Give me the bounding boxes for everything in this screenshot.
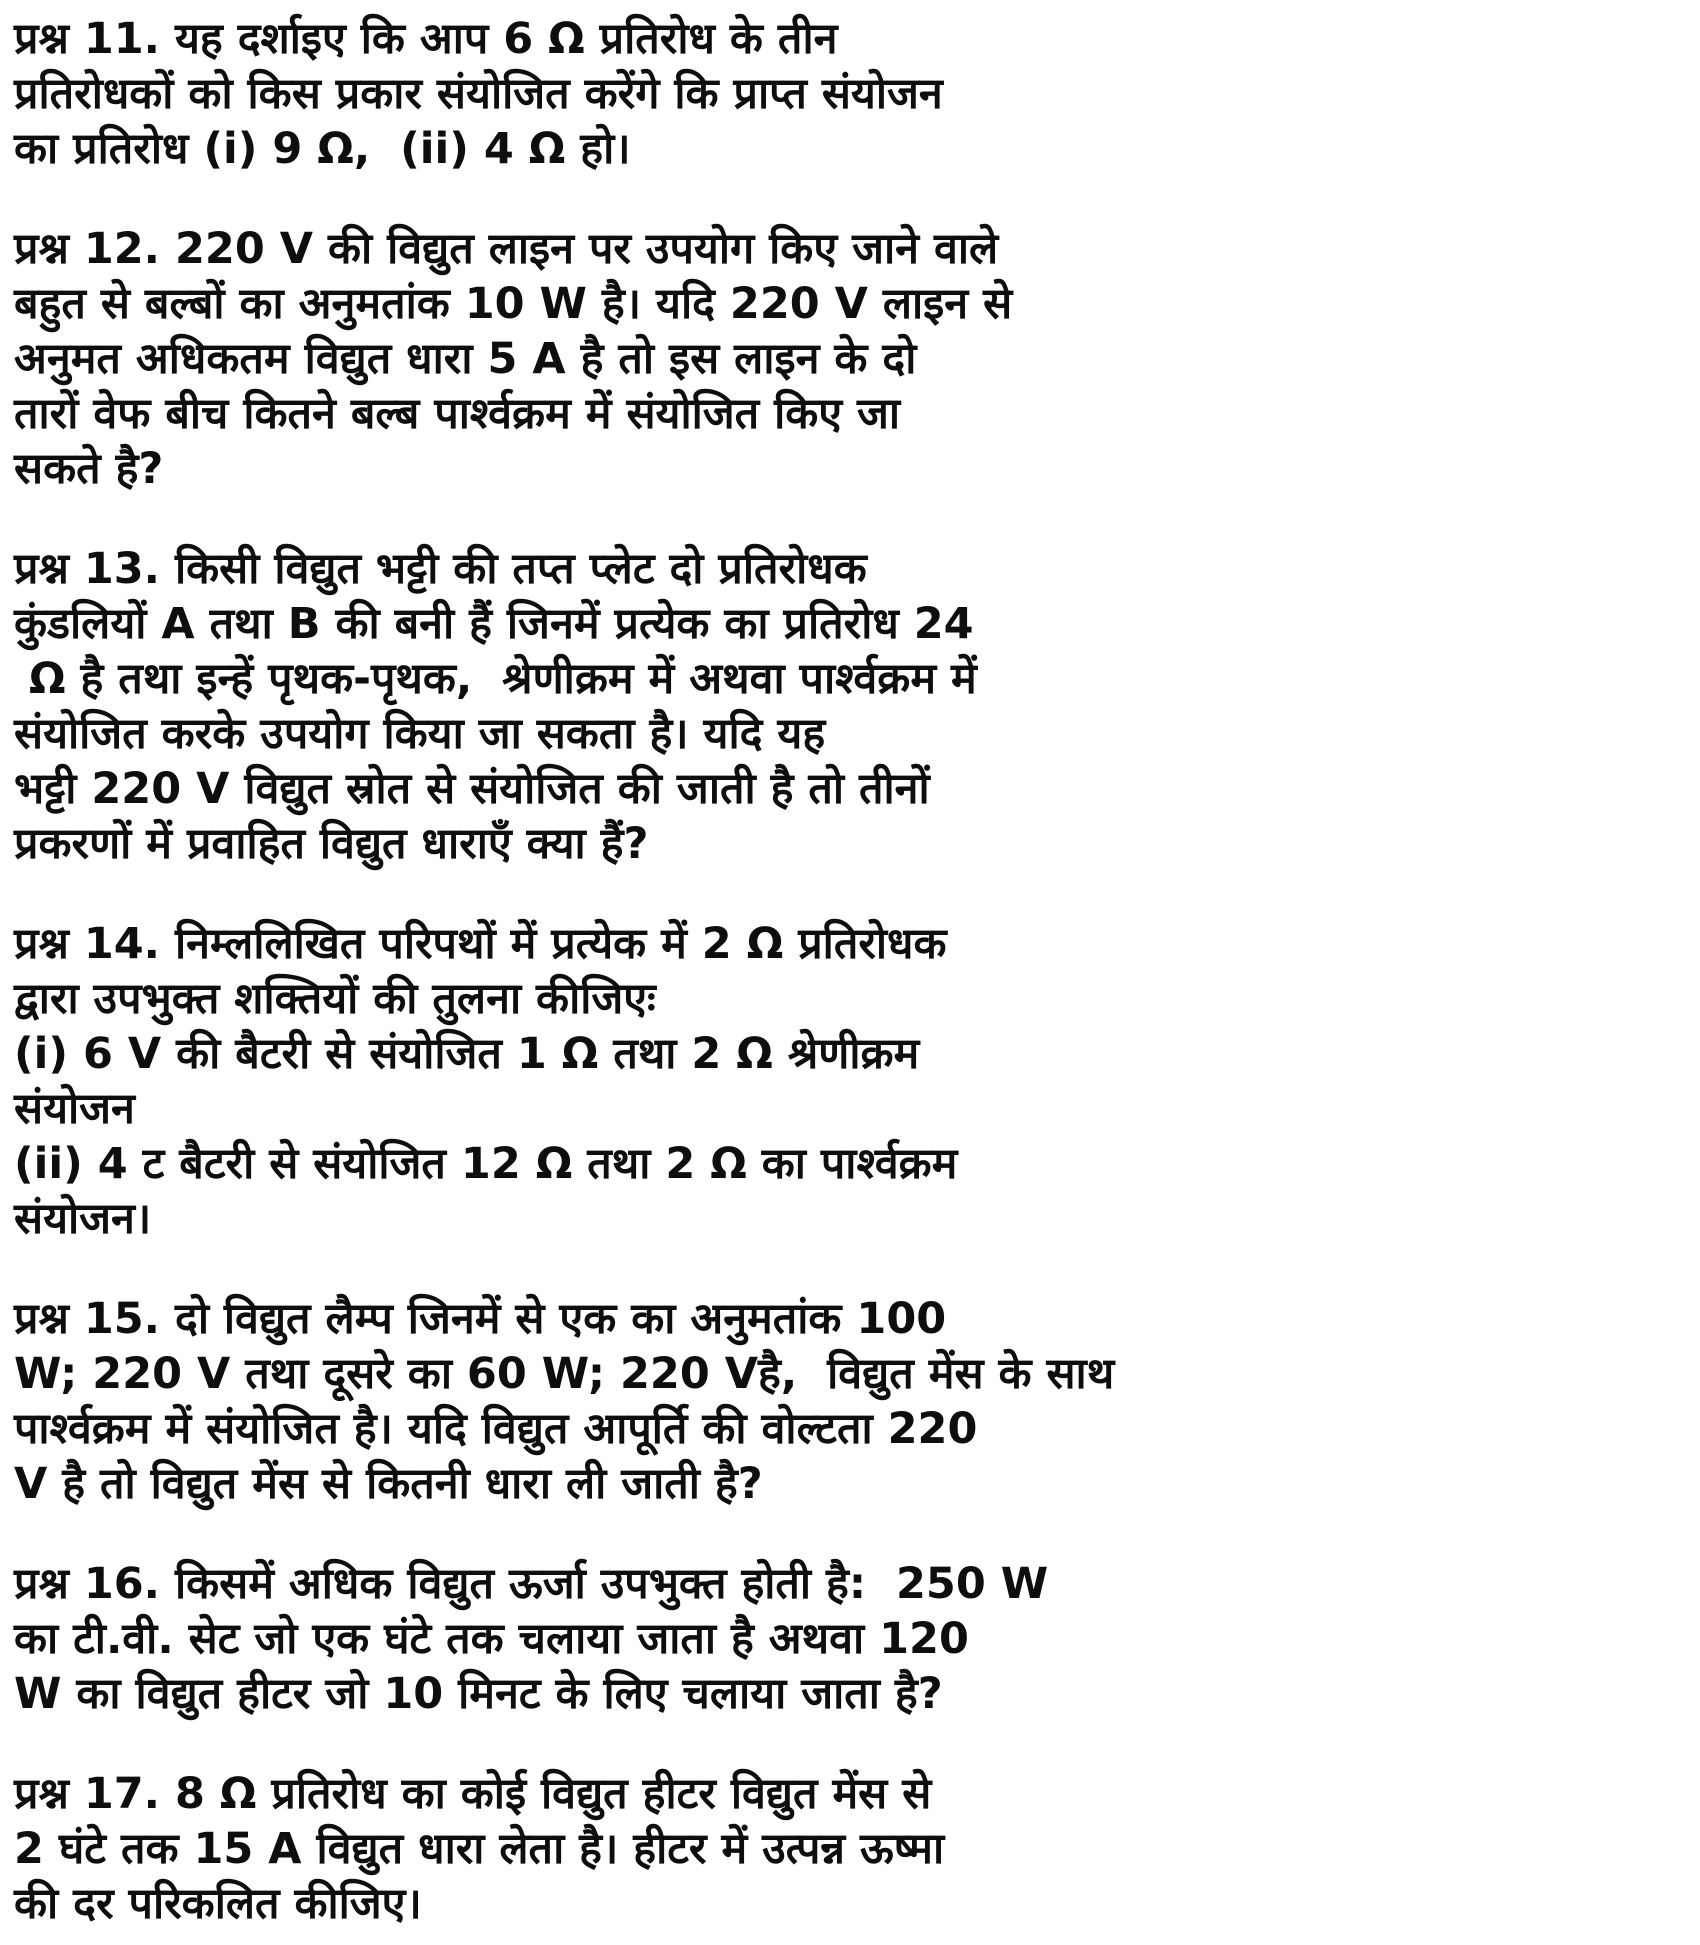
- question-17-line-2: 2 घंटे तक 15 A विद्युत धारा लेता है। हीटर में उत्पन्न ऊष्मा: [14, 1824, 945, 1874]
- question-13-line-1: प्रश्न 13. किसी विद्युत भट्टी की तप्त प्लेट दो प्रतिरोधक: [14, 544, 867, 594]
- question-17: [14, 1767, 1174, 1932]
- question-15-line-1: प्रश्न 15. दो विद्युत लैम्प जिनमें से एक का अनुमतांक 100: [14, 1294, 947, 1344]
- question-11-line-2: प्रतिरोधकों को किस प्रकार संयोजित करेंगे कि प्राप्त संयोजन: [14, 69, 943, 119]
- question-17-line-3: की दर परिकलित कीजिए।: [14, 1879, 422, 1929]
- question-15-line-3: पार्श्वक्रम में संयोजित है। यदि विद्युत आपूर्ति की वोल्टता 220: [14, 1404, 978, 1454]
- question-14-item-i: (i) 6 V की बैटरी से संयोजित 1 Ω तथा 2 Ω श्रेणीक्रम: [14, 1029, 920, 1079]
- question-15-line-2: W; 220 V तथा दूसरे का 60 W; 220 Vहै, विद्युत मेंस के साथ: [14, 1349, 1115, 1399]
- question-12-line-1: प्रश्न 12. 220 V की विद्युत लाइन पर उपयोग किए जाने वाले: [14, 224, 999, 274]
- question-11: [14, 12, 1174, 177]
- question-12: [14, 222, 1174, 497]
- question-14-item-ii: (ii) 4 ट बैटरी से संयोजित 12 Ω तथा 2 Ω का पार्श्वक्रम: [14, 1139, 958, 1189]
- question-15-line-4: V है तो विद्युत मेंस से कितनी धारा ली जाती है?: [14, 1459, 763, 1509]
- question-13-line-3: Ω है तथा इन्हें पृथक-पृथक, श्रेणीक्रम में अथवा पार्श्वक्रम में: [14, 654, 977, 704]
- question-13-line-4: संयोजित करके उपयोग किया जा सकता है। यदि यह: [14, 709, 826, 759]
- document-page: [14, 12, 1174, 1932]
- question-16: [14, 1557, 1174, 1722]
- question-17-line-1: प्रश्न 17. 8 Ω प्रतिरोध का कोई विद्युत हीटर विद्युत मेंस से: [14, 1769, 932, 1819]
- question-16-line-3: W का विद्युत हीटर जो 10 मिनट के लिए चलाया जाता है?: [14, 1669, 943, 1719]
- question-14-item-i-cont: संयोजन: [14, 1084, 135, 1134]
- question-11-line-3: का प्रतिरोध (i) 9 Ω, (ii) 4 Ω हो।: [14, 124, 631, 174]
- question-16-line-1: प्रश्न 16. किसमें अधिक विद्युत ऊर्जा उपभुक्त होती है: 250 W: [14, 1559, 1049, 1609]
- question-14-line-1: प्रश्न 14. निम्ललिखित परिपथों में प्रत्येक में 2 Ω प्रतिरोधक: [14, 919, 947, 969]
- question-12-line-3: अनुमत अधिकतम विद्युत धारा 5 A है तो इस लाइन के दो: [14, 334, 917, 384]
- question-11-line-1: प्रश्न 11. यह दर्शाइए कि आप 6 Ω प्रतिरोध के तीन: [14, 14, 838, 64]
- question-12-line-4: तारों वेफ बीच कितने बल्ब पार्श्वक्रम में संयोजित किए जा: [14, 389, 901, 439]
- question-14-item-ii-cont: संयोजन।: [14, 1194, 152, 1244]
- question-14: [14, 917, 1174, 1247]
- question-12-line-5: सकते है?: [14, 444, 164, 494]
- question-13: [14, 542, 1174, 872]
- question-15: [14, 1292, 1174, 1512]
- question-16-line-2: का टी.वी. सेट जो एक घंटे तक चलाया जाता है अथवा 120: [14, 1614, 969, 1664]
- question-14-line-2: द्वारा उपभुक्त शक्तियों की तुलना कीजिएः: [14, 974, 656, 1024]
- question-13-line-6: प्रकरणों में प्रवाहित विद्युत धाराएँ क्या हैं?: [14, 819, 649, 869]
- question-13-line-5: भट्टी 220 V विद्युत स्रोत से संयोजित की जाती है तो तीनों: [14, 764, 930, 814]
- question-13-line-2: कुंडलियों A तथा B की बनी हैं जिनमें प्रत्येक का प्रतिरोध 24: [14, 599, 974, 649]
- question-12-line-2: बहुत से बल्बों का अनुमतांक 10 W है। यदि 220 V लाइन से: [14, 279, 1013, 329]
